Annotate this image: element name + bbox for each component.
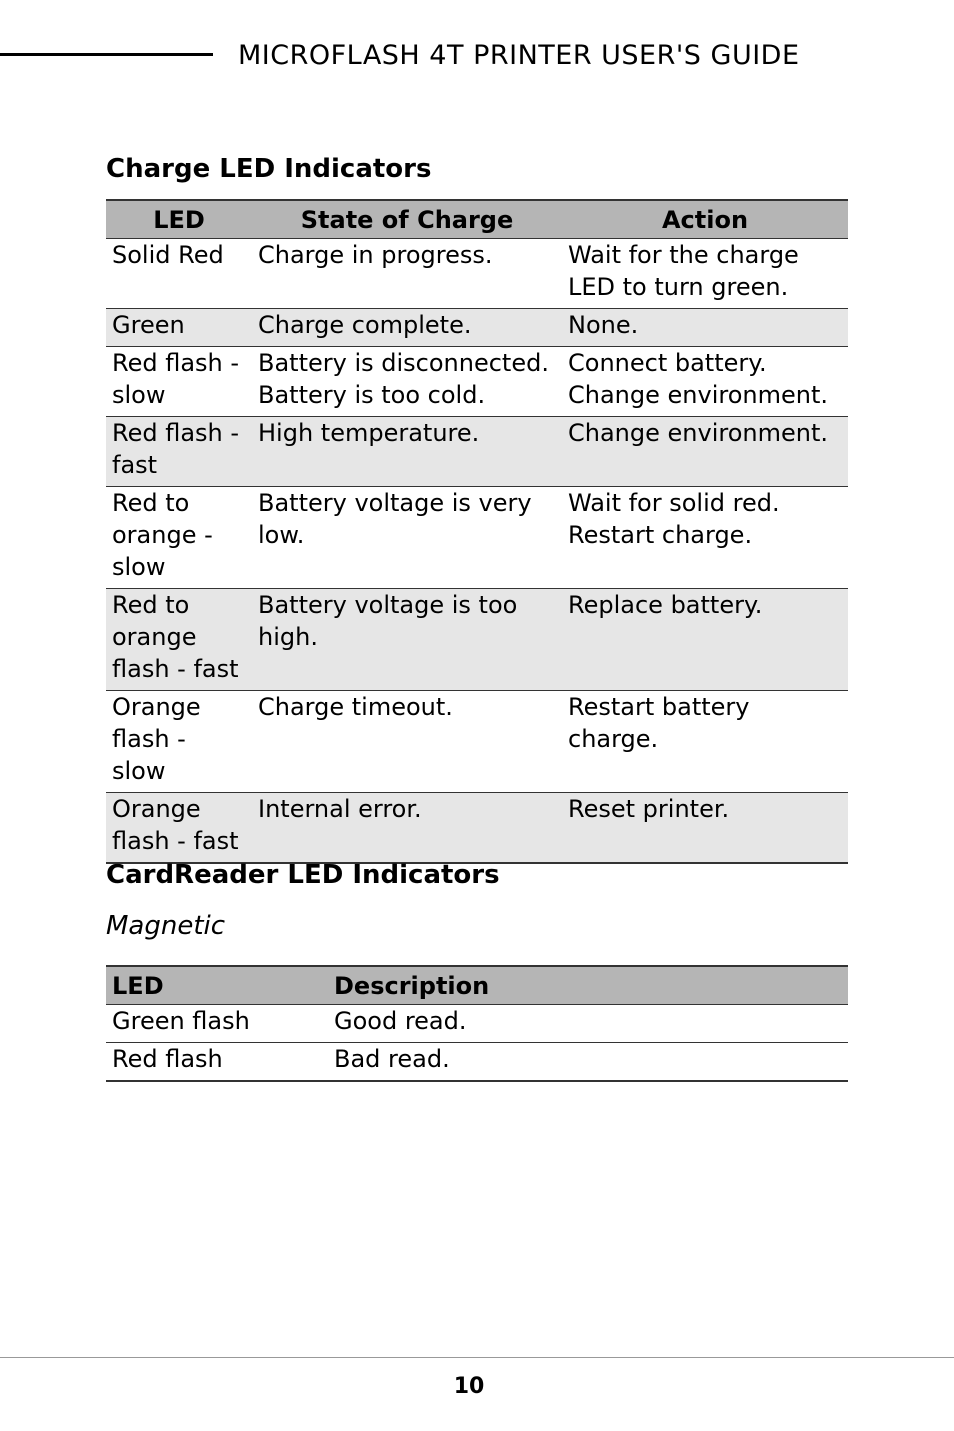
led-cell: Red to orange flash - fast [106, 589, 252, 691]
state-cell: Battery voltage is too high. [252, 589, 562, 691]
table-row [106, 589, 848, 691]
action-cell: None. [562, 309, 848, 347]
led-cell: Red to orange - slow [106, 487, 252, 589]
state-cell: Charge complete. [252, 309, 562, 347]
table-row [106, 1005, 848, 1043]
led-cell: Red flash [106, 1043, 328, 1082]
led-cell: Orange flash - slow [106, 691, 252, 793]
action-cell: Wait for the charge LED to turn green. [562, 239, 848, 309]
state-cell: Charge timeout. [252, 691, 562, 793]
charge-led-table [106, 199, 848, 864]
action-cell: Change environment. [562, 417, 848, 487]
action-cell: Reset printer. [562, 793, 848, 864]
table-row [106, 793, 848, 864]
table-row [106, 417, 848, 487]
led-cell: Green [106, 309, 252, 347]
state-cell: Charge in progress. [252, 239, 562, 309]
column-header-led: LED [106, 200, 252, 239]
column-header-led: LED [106, 966, 328, 1005]
table-row [106, 691, 848, 793]
table-header-row [106, 966, 848, 1005]
magnetic-subheading: Magnetic [106, 911, 226, 941]
action-cell: Replace battery. [562, 589, 848, 691]
led-cell: Red flash - slow [106, 347, 252, 417]
table-header-row [106, 200, 848, 239]
description-cell: Bad read. [328, 1043, 848, 1082]
led-cell: Red flash - fast [106, 417, 252, 487]
led-cell: Solid Red [106, 239, 252, 309]
header-rule [0, 53, 213, 56]
state-cell: Battery voltage is very low. [252, 487, 562, 589]
table-row [106, 239, 848, 309]
action-cell: Connect battery. Change environment. [562, 347, 848, 417]
page-number: 10 [453, 1374, 485, 1399]
column-header-description: Description [328, 966, 848, 1005]
state-cell: High temperature. [252, 417, 562, 487]
led-cell: Orange flash - fast [106, 793, 252, 864]
action-cell: Wait for solid red. Restart charge. [562, 487, 848, 589]
table-row [106, 1043, 848, 1082]
cardreader-led-heading: CardReader LED Indicators [106, 860, 500, 890]
cardreader-led-table [106, 965, 848, 1082]
charge-led-heading: Charge LED Indicators [106, 154, 432, 184]
table-row [106, 487, 848, 589]
led-cell: Green flash [106, 1005, 328, 1043]
state-cell: Internal error. [252, 793, 562, 864]
description-cell: Good read. [328, 1005, 848, 1043]
column-header-state-of-charge: State of Charge [252, 200, 562, 239]
table-row [106, 347, 848, 417]
footer-rule [0, 1357, 954, 1358]
state-cell: Battery is disconnected. Battery is too cold. [252, 347, 562, 417]
action-cell: Restart battery charge. [562, 691, 848, 793]
running-header-title: MICROFLASH 4T PRINTER USER'S GUIDE [238, 40, 800, 71]
column-header-action: Action [562, 200, 848, 239]
table-row [106, 309, 848, 347]
